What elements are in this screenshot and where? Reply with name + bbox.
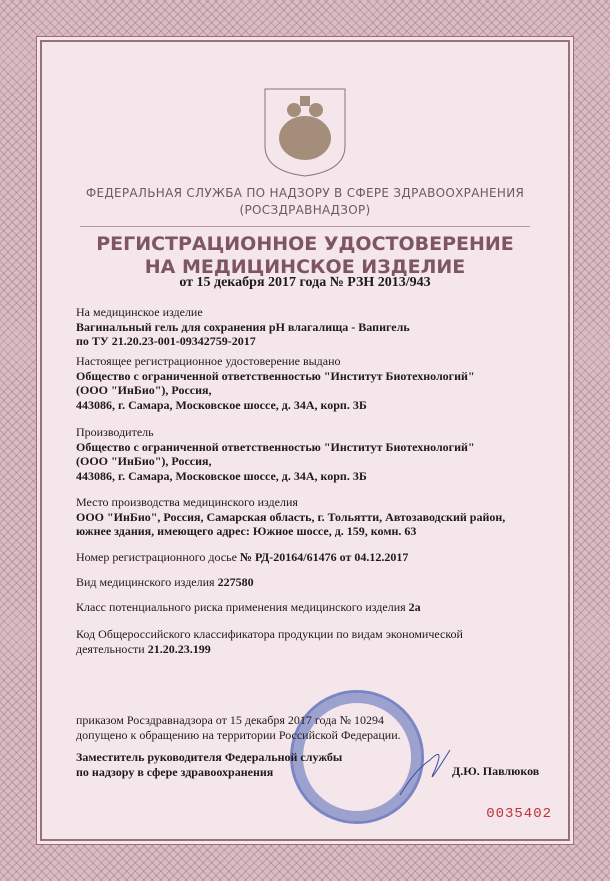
order-line: приказом Росздравнадзора от 15 декабря 2017 года № 10294 xyxy=(76,713,385,727)
production-line: ООО "ИнБио", Россия, Самарская область, г. Тольятти, Автозаводский район, xyxy=(76,509,506,524)
issued-line: (ООО "ИнБио"), Россия, xyxy=(76,383,212,397)
okp-row xyxy=(76,627,556,656)
production-section xyxy=(76,495,556,539)
dossier-label: Номер регистрационного досье xyxy=(76,550,240,564)
manufacturer-line: (ООО "ИнБио"), Россия, xyxy=(76,454,212,468)
okp-value: 21.20.23.199 xyxy=(147,641,211,656)
manufacturer-section xyxy=(76,425,556,483)
issued-line: 443086, г. Самара, Московское шоссе, д. 34А, корп. 3Б xyxy=(76,397,367,412)
manufacturer-line: 443086, г. Самара, Московское шоссе, д. 34А, корп. 3Б xyxy=(76,468,367,483)
issued-label: Настоящее регистрационное удостоверение выдано xyxy=(76,354,341,368)
signer-title: по надзору в сфере здравоохранения xyxy=(76,764,274,779)
dossier-row xyxy=(76,550,556,565)
kind-label: Вид медицинского изделия xyxy=(76,575,218,589)
certificate-date-number: от 15 декабря 2017 года № РЗН 2013/943 xyxy=(179,275,431,290)
signature xyxy=(395,740,455,800)
kind-value: 227580 xyxy=(217,575,254,589)
manufacturer-label: Производитель xyxy=(76,425,154,439)
device-label: На медицинское изделие xyxy=(76,305,203,319)
coat-of-arms-emblem xyxy=(262,86,348,178)
okp-label: Код Общероссийского классификатора продукции по видам экономической xyxy=(76,627,463,641)
production-label: Место производства медицинского изделия xyxy=(76,495,298,509)
divider xyxy=(80,226,530,227)
okp-label: деятельности xyxy=(76,641,148,656)
issued-line: Общество с ограниченной ответственностью "Институт Биотехнологий" xyxy=(76,368,475,383)
order-section xyxy=(76,713,556,742)
agency-short-name: (РОСЗДРАВНАДЗОР) xyxy=(239,203,371,217)
signer-name: Д.Ю. Павлюков xyxy=(452,764,540,778)
kind-row xyxy=(76,575,556,590)
production-line: южнее здания, имеющего адрес: Южное шоссе, д. 159, комн. 63 xyxy=(76,524,417,538)
manufacturer-line: Общество с ограниченной ответственностью "Институт Биотехнологий" xyxy=(76,439,475,454)
serial-number: 0035402 xyxy=(486,806,552,822)
certificate-title: РЕГИСТРАЦИОННОЕ УДОСТОВЕРЕНИЕ xyxy=(96,233,514,255)
agency-name: ФЕДЕРАЛЬНАЯ СЛУЖБА ПО НАДЗОРУ В СФЕРЕ ЗДРАВООХРАНЕНИЯ xyxy=(85,186,525,200)
risk-value: 2а xyxy=(408,600,421,614)
dossier-value: № РД-20164/61476 от 04.12.2017 xyxy=(239,550,409,564)
certificate-subtitle: НА МЕДИЦИНСКОЕ ИЗДЕЛИЕ xyxy=(144,256,466,278)
risk-label: Класс потенциального риска применения медицинского изделия xyxy=(76,600,409,614)
device-spec: по ТУ 21.20.23-001-09342759-2017 xyxy=(76,334,256,348)
device-name: Вагинальный гель для сохранения pH влагалища - Вапигель xyxy=(76,319,410,334)
signer-title: Заместитель руководителя Федеральной службы xyxy=(76,750,343,764)
order-line: допущено к обращению на территории Российской Федерации. xyxy=(76,727,401,742)
issued-section xyxy=(76,354,556,412)
risk-row xyxy=(76,600,556,615)
device-section xyxy=(76,305,556,349)
